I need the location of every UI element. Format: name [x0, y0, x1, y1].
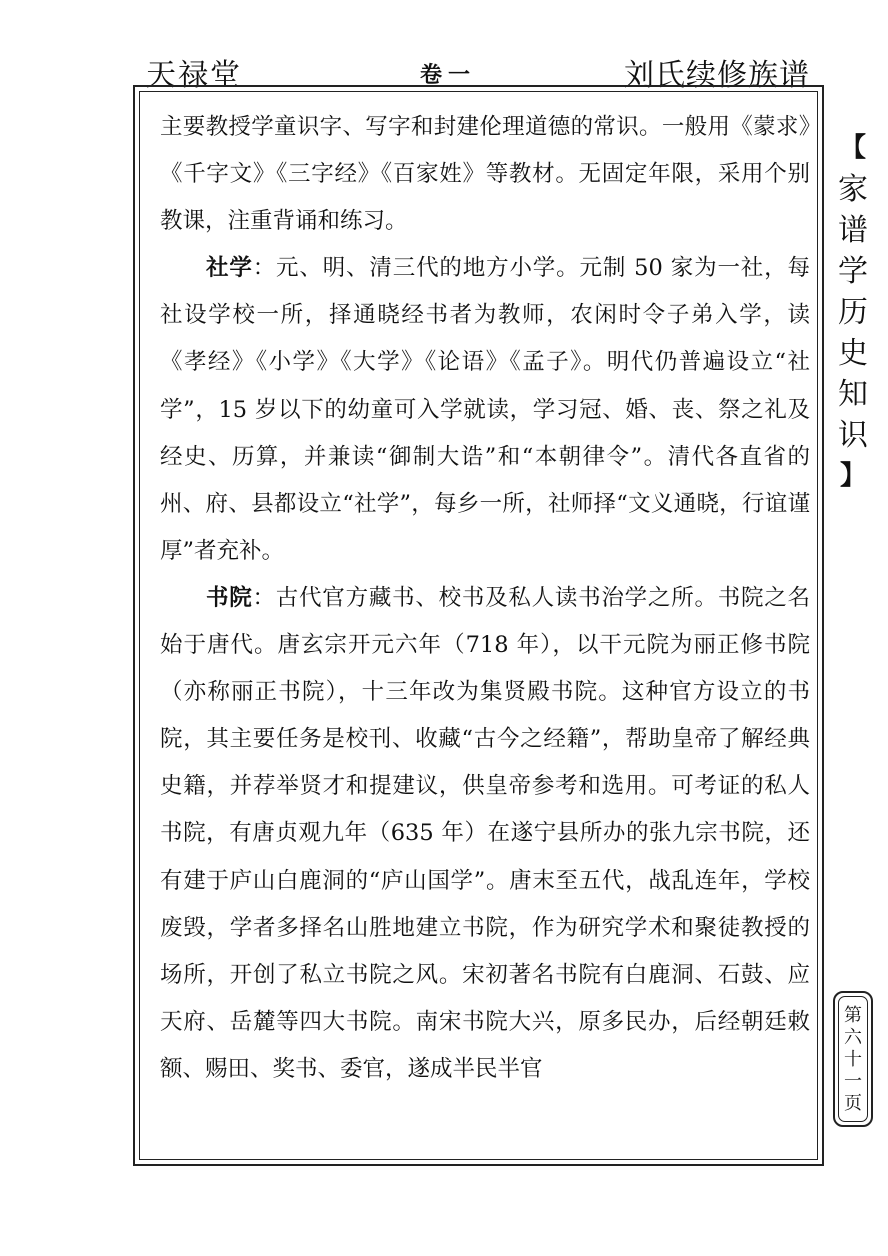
page-char: 页 [844, 1093, 862, 1114]
side-bracket-close: 】 [839, 461, 866, 491]
term-shuyuan: 书院 [206, 584, 253, 611]
side-char: 史 [838, 336, 868, 371]
shexue-text: ：元、明、清三代的地方小学。元制 50 家为一社，每社设学校一所，择通晓经书者为教师，农闲时令子弟入学，读《孝经》《小学》《大学》《论语》《孟子》。明代仍普遍设立“社学”，15 岁以下的幼童可入学就读，学习冠、婚、丧、祭之礼及经史、历算，并兼读“御制大诰”和“本朝律令”。清代各直省的州、府、县都设立“社学”，每乡一所，社师择“文义通晓，行谊谨厚”者充补。 [160, 255, 810, 564]
shuyuan-text: ：古代官方藏书、校书及私人读书治学之所。书院之名始于唐代。唐玄宗开元六年（718 年），以干元院为丽正修书院（亦称丽正书院），十三年改为集贤殿书院。这种官方设立的书院，其主要任务是校刊、收藏“古今之经籍”，帮助皇帝了解经典史籍，并荐举贤才和提建议，供皇帝参考和选用。可考证的私人书院，有唐贞观九年（635 年）在遂宁县所办的张九宗书院，还有建于庐山白鹿洞的“庐山国学”。唐末至五代，战乱连年，学校废毁，学者多择名山胜地建立书院，作为研究学术和聚徒教授的场所，开创了私立书院之风。宋初著名书院有白鹿洞、石鼓、应天府、岳麓等四大书院。南宋书院大兴，原多民办，后经朝廷敕额、赐田、奖书、委官，遂成半民半官 [160, 584, 810, 1082]
side-char: 知 [838, 377, 868, 412]
paragraph-1: 主要教授学童识字、写字和封建伦理道德的常识。一般用《蒙求》《千字文》《三字经》《百家姓》等教材。无固定年限，采用个别教课，注重背诵和练习。 [160, 114, 810, 235]
page-char: 第 [844, 1005, 862, 1026]
term-shexue: 社学 [206, 255, 253, 282]
side-char: 历 [838, 295, 868, 330]
header-volume: 卷一 [420, 62, 477, 88]
page-char: 六 [844, 1027, 862, 1048]
page-number-box [833, 991, 873, 1127]
side-char: 识 [838, 418, 868, 453]
page-number-label [835, 1005, 871, 1115]
side-bracket-open: 【 [839, 133, 866, 163]
paragraph-shuyuan [160, 575, 810, 1093]
header-book-title: 刘氏续修族谱 [624, 58, 810, 93]
side-section-title [834, 128, 872, 497]
page-char: 一 [844, 1071, 862, 1092]
side-char: 谱 [838, 213, 868, 248]
side-char: 学 [838, 254, 868, 289]
paragraph-shexue [160, 245, 810, 575]
side-char: 家 [838, 172, 868, 207]
body-text [160, 104, 810, 1093]
page-char: 十 [844, 1049, 862, 1070]
header-hall-name: 天禄堂 [146, 58, 242, 93]
